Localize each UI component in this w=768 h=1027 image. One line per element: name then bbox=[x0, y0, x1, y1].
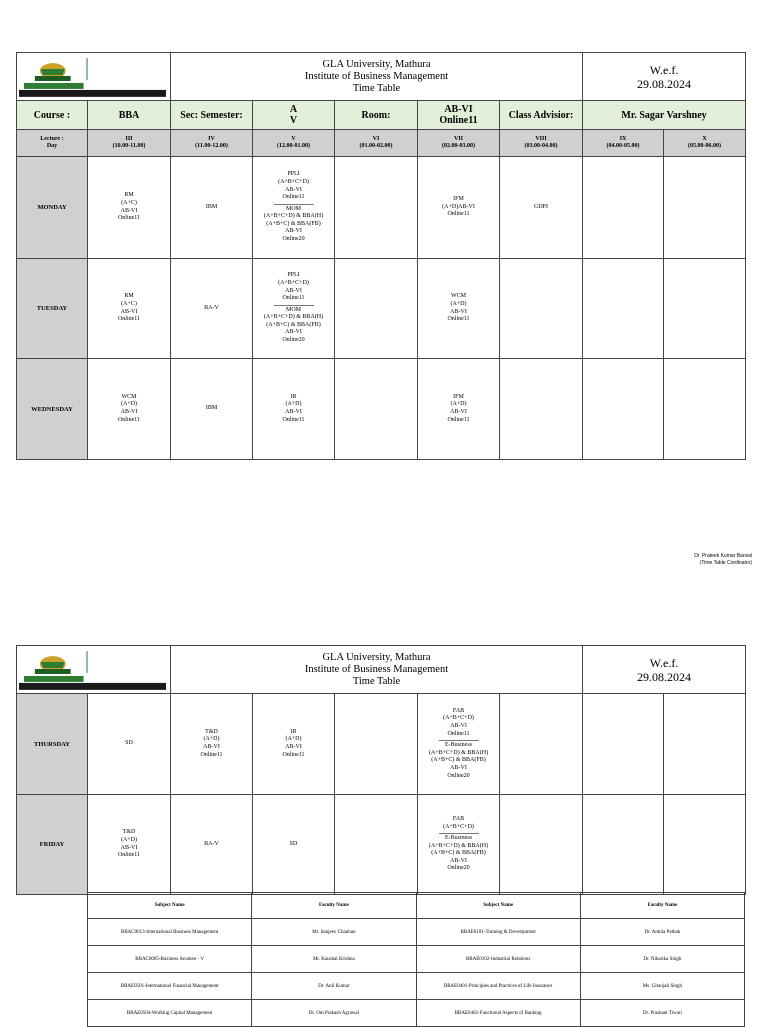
class-line: Online11 bbox=[282, 416, 305, 423]
advisor-label: Class Advisior: bbox=[500, 101, 583, 130]
class-line: (A+C) bbox=[121, 300, 137, 307]
gla-logo-icon bbox=[19, 57, 168, 97]
slot-number: IX bbox=[619, 136, 627, 142]
class-line: T&D bbox=[205, 728, 218, 735]
class-line: Online11 bbox=[117, 416, 141, 423]
empty-cell bbox=[583, 157, 664, 259]
class-cell bbox=[171, 359, 253, 460]
faculty-name: Ms. Gitanjali Singh bbox=[580, 973, 744, 1000]
class-line: (A+D) bbox=[285, 736, 302, 743]
university-logo bbox=[17, 646, 171, 694]
slot-number: VII bbox=[453, 136, 463, 142]
class-cell bbox=[88, 157, 171, 259]
subject-name: BBAE0102-Industrial Relations bbox=[416, 946, 580, 973]
table-row bbox=[88, 919, 745, 946]
class-line: BA-V bbox=[204, 840, 219, 847]
class-line: MOM bbox=[285, 205, 301, 212]
class-line: (A+B+C+D) bbox=[443, 823, 474, 830]
class-line: AB-VI bbox=[120, 409, 138, 415]
section-value-line: A bbox=[289, 104, 298, 115]
faculty-name: Dr. Ankita Pathak bbox=[580, 919, 744, 946]
class-line: AB-VI bbox=[450, 723, 467, 730]
semester-value-line: V bbox=[289, 115, 298, 126]
class-cell bbox=[418, 259, 500, 359]
empty-cell bbox=[500, 694, 583, 795]
class-line: (A+B+C+D) & BBA(H) bbox=[428, 842, 489, 849]
class-line: MOM bbox=[285, 306, 301, 313]
room-online-line: Online11 bbox=[439, 115, 478, 126]
class-line: Online20 bbox=[282, 337, 305, 344]
class-line: E-Business bbox=[445, 835, 472, 842]
class-line: (A+C) bbox=[121, 199, 137, 206]
slot-header bbox=[88, 130, 171, 157]
document-title: Time Table bbox=[352, 82, 401, 94]
class-line: SD bbox=[289, 840, 298, 847]
section-value bbox=[253, 101, 335, 130]
subject-name: BBAE0401-Principles and Practices of Life Insurance bbox=[416, 973, 580, 1000]
empty-cell bbox=[500, 795, 583, 895]
class-line: (A+D) bbox=[450, 300, 467, 307]
class-line: (A+D)AB-VI bbox=[442, 203, 475, 210]
class-cell bbox=[253, 694, 335, 795]
wef-label: W.e.f. bbox=[649, 655, 679, 670]
empty-cell bbox=[664, 157, 746, 259]
room-value-line: AB-VI bbox=[444, 104, 473, 115]
class-line: PPLI bbox=[287, 272, 300, 279]
class-line: WCM bbox=[121, 393, 137, 400]
class-line: (A+B+C) & BBA(FB) bbox=[431, 850, 486, 857]
class-cell bbox=[253, 359, 335, 460]
subject-faculty-table bbox=[87, 892, 745, 1027]
university-logo bbox=[17, 53, 171, 101]
slot-header bbox=[253, 130, 335, 157]
subject-name: BBAC0005-Business Acumen - V bbox=[88, 946, 252, 973]
class-line: Online11 bbox=[447, 211, 470, 218]
faculty-name: Mr. Sanjeev Chauhan bbox=[252, 919, 416, 946]
class-line: IR bbox=[290, 728, 297, 735]
class-cell bbox=[88, 694, 171, 795]
class-line: Online11 bbox=[117, 215, 141, 222]
gla-logo-icon bbox=[19, 650, 168, 690]
subject-name: BBAC0013-International Business Management bbox=[88, 919, 252, 946]
slot-time: (05.00-06.00) bbox=[688, 143, 722, 149]
empty-cell bbox=[583, 795, 664, 895]
subject-name: BBAE0101-Training & Development bbox=[416, 919, 580, 946]
class-line: (A+B+C+D) & BBA(H) bbox=[263, 213, 324, 220]
slot-time: (04.00-05.00) bbox=[606, 143, 640, 149]
room-label: Room: bbox=[335, 101, 418, 130]
class-line: (A+B+C+D) bbox=[443, 715, 474, 722]
class-cell bbox=[418, 694, 500, 795]
class-line: PPLI bbox=[287, 171, 300, 178]
document-title: Time Table bbox=[352, 675, 401, 687]
class-line: AB-VI bbox=[120, 844, 138, 851]
class-line: (A+D) bbox=[203, 736, 220, 743]
university-name: GLA University, Mathura bbox=[322, 58, 431, 70]
class-line: (A+B+C+D) bbox=[278, 279, 309, 286]
class-line: GDPI bbox=[534, 203, 549, 210]
empty-cell bbox=[335, 359, 418, 460]
class-line: (A+B+C+D) & BBA(H) bbox=[263, 314, 324, 321]
class-cell bbox=[253, 795, 335, 895]
day-label: TUESDAY bbox=[17, 259, 88, 359]
class-line: Online11 bbox=[447, 416, 470, 423]
class-line: AB-VI bbox=[450, 409, 467, 415]
column-header: Subject Name bbox=[416, 893, 580, 919]
class-line: AB-VI bbox=[285, 409, 302, 415]
empty-cell bbox=[335, 694, 418, 795]
faculty-name: Dr. Om Prakash Agrawal bbox=[252, 1000, 416, 1027]
class-line: E-Business bbox=[445, 742, 472, 749]
empty-cell bbox=[500, 259, 583, 359]
column-header: Faculty Name bbox=[252, 893, 416, 919]
slot-header bbox=[418, 130, 500, 157]
class-line: AB-VI bbox=[120, 308, 138, 315]
slot-corner-line: Lecture : bbox=[40, 136, 64, 142]
wef-label: W.e.f. bbox=[649, 62, 679, 77]
class-line: IFM bbox=[453, 393, 464, 400]
course-label: Course : bbox=[17, 101, 88, 130]
subject-name: BBAE0501-International Financial Management bbox=[88, 973, 252, 1000]
class-line: AB-VI bbox=[450, 764, 467, 771]
day-label: THURSDAY bbox=[17, 694, 88, 795]
class-line: Online11 bbox=[447, 730, 470, 737]
class-line: (A+D) bbox=[120, 401, 138, 408]
slot-header bbox=[171, 130, 253, 157]
slot-time: (03.00-04.00) bbox=[524, 143, 558, 149]
empty-cell bbox=[664, 694, 746, 795]
class-line: (A+B+C+D) bbox=[278, 178, 309, 185]
class-line: (A+D) bbox=[450, 401, 467, 408]
class-cell bbox=[253, 157, 335, 259]
institute-name: Institute of Business Management bbox=[304, 663, 449, 675]
class-line: Online11 bbox=[447, 316, 470, 323]
class-line: Online11 bbox=[117, 852, 141, 859]
coordinator-role: (Time Table Cordinator) bbox=[699, 560, 752, 566]
course-value: BBA bbox=[88, 101, 171, 130]
slot-header bbox=[664, 130, 746, 157]
slot-number: IV bbox=[208, 136, 215, 142]
class-cell bbox=[418, 359, 500, 460]
table-row bbox=[88, 946, 745, 973]
faculty-name: Dr. Niharika Singh bbox=[580, 946, 744, 973]
slot-time: (10.00-11.00) bbox=[112, 143, 146, 149]
slot-corner bbox=[17, 130, 88, 157]
empty-cell bbox=[583, 694, 664, 795]
class-line: (A+B+C) & BBA(FB) bbox=[266, 321, 321, 328]
class-cell bbox=[253, 259, 335, 359]
class-line: AB-VI bbox=[285, 329, 302, 336]
slot-number: V bbox=[291, 136, 296, 142]
class-line: FAB bbox=[452, 707, 465, 714]
slot-time: (01.00-02.00) bbox=[359, 143, 393, 149]
day-label: MONDAY bbox=[17, 157, 88, 259]
day-label: FRIDAY bbox=[17, 795, 88, 895]
slot-header bbox=[583, 130, 664, 157]
empty-cell bbox=[664, 359, 746, 460]
table-row bbox=[88, 973, 745, 1000]
class-line: AB-VI bbox=[285, 287, 302, 294]
class-cell bbox=[88, 795, 171, 895]
class-line: IR bbox=[290, 393, 297, 400]
slot-number: III bbox=[125, 136, 133, 142]
class-line: AB-VI bbox=[450, 308, 467, 315]
class-line: AB-VI bbox=[450, 857, 467, 864]
faculty-name: Dr. Prashant Tiwari bbox=[580, 1000, 744, 1027]
subject-name: BBAE0402-Functional Aspects of Banking bbox=[416, 1000, 580, 1027]
class-line: T&D bbox=[122, 829, 136, 836]
class-line: WCM bbox=[451, 293, 466, 300]
wef-date: 29.08.2024 bbox=[637, 669, 692, 684]
room-value bbox=[418, 101, 500, 130]
class-line: Online11 bbox=[117, 316, 141, 323]
class-line: AB-VI bbox=[120, 207, 138, 214]
empty-cell bbox=[664, 795, 746, 895]
slot-number: VIII bbox=[535, 136, 547, 142]
class-line: AB-VI bbox=[285, 186, 302, 193]
column-header: Faculty Name bbox=[580, 893, 744, 919]
class-cell bbox=[171, 157, 253, 259]
timetable-table-2 bbox=[16, 645, 746, 895]
class-cell bbox=[88, 259, 171, 359]
column-header: Subject Name bbox=[88, 893, 252, 919]
class-line: RM bbox=[124, 293, 134, 300]
slot-header bbox=[335, 130, 418, 157]
slot-number: X bbox=[702, 136, 707, 142]
class-line: IFM bbox=[453, 196, 464, 203]
empty-cell bbox=[500, 359, 583, 460]
class-cell bbox=[500, 157, 583, 259]
coordinator-name: Dr. Prateek Kumar Bansal bbox=[694, 553, 752, 559]
class-line: BA-V bbox=[204, 304, 219, 311]
class-line: AB-VI bbox=[285, 228, 302, 235]
class-line: Online11 bbox=[282, 194, 305, 201]
slot-time: (02.00-03.00) bbox=[442, 143, 475, 149]
university-name: GLA University, Mathura bbox=[322, 651, 431, 663]
empty-cell bbox=[335, 795, 418, 895]
subject-name: BBAE0504-Working Capital Management bbox=[88, 1000, 252, 1027]
class-line: Online20 bbox=[447, 772, 470, 779]
class-line: Online20 bbox=[282, 236, 305, 243]
timetable-table-1 bbox=[16, 52, 746, 460]
class-line: SD bbox=[125, 740, 133, 747]
class-line: Online11 bbox=[282, 751, 305, 758]
slot-time: (12.00-01.00) bbox=[277, 143, 310, 149]
timetable-page-1 bbox=[16, 52, 745, 460]
class-line: RM bbox=[124, 192, 134, 199]
empty-cell bbox=[335, 157, 418, 259]
class-cell bbox=[418, 795, 500, 895]
class-line: (A+B+C) & BBA(FB) bbox=[266, 220, 321, 227]
class-line: (A+D) bbox=[120, 836, 138, 843]
class-line: (A+D) bbox=[285, 401, 302, 408]
empty-cell bbox=[583, 359, 664, 460]
class-line: Online20 bbox=[447, 865, 470, 872]
class-cell bbox=[171, 259, 253, 359]
empty-cell bbox=[664, 259, 746, 359]
empty-cell bbox=[583, 259, 664, 359]
faculty-name: Dr. Anil Kumar bbox=[252, 973, 416, 1000]
class-cell bbox=[88, 359, 171, 460]
class-cell bbox=[171, 795, 253, 895]
class-line: IBM bbox=[205, 405, 218, 412]
signature-block bbox=[694, 553, 752, 567]
table-row bbox=[88, 1000, 745, 1027]
slot-header bbox=[500, 130, 583, 157]
slot-corner-line: Day bbox=[46, 143, 58, 149]
slot-number: VI bbox=[372, 136, 380, 142]
section-label: Sec: Semester: bbox=[171, 101, 253, 130]
slot-time: (11.00-12.00) bbox=[195, 143, 228, 149]
timetable-page-2 bbox=[16, 645, 745, 895]
class-line: IBM bbox=[205, 203, 218, 210]
class-line: (A+B+C+D) & BBA(H) bbox=[428, 749, 489, 756]
faculty-name: Mr. Kaushal Krishna bbox=[252, 946, 416, 973]
class-line: AB-VI bbox=[203, 744, 220, 750]
class-line: Online11 bbox=[282, 295, 305, 302]
class-cell bbox=[418, 157, 500, 259]
class-line: Online11 bbox=[200, 751, 223, 758]
class-line: (A+B+C) & BBA(FB) bbox=[431, 757, 486, 764]
institute-name: Institute of Business Management bbox=[304, 70, 449, 82]
class-cell bbox=[171, 694, 253, 795]
day-label: WEDNESDAY bbox=[17, 359, 88, 460]
advisor-value: Mr. Sagar Varshney bbox=[583, 101, 746, 130]
class-line: FAB bbox=[452, 815, 465, 822]
wef-date: 29.08.2024 bbox=[637, 76, 692, 91]
class-line: AB-VI bbox=[285, 744, 302, 750]
empty-cell bbox=[335, 259, 418, 359]
